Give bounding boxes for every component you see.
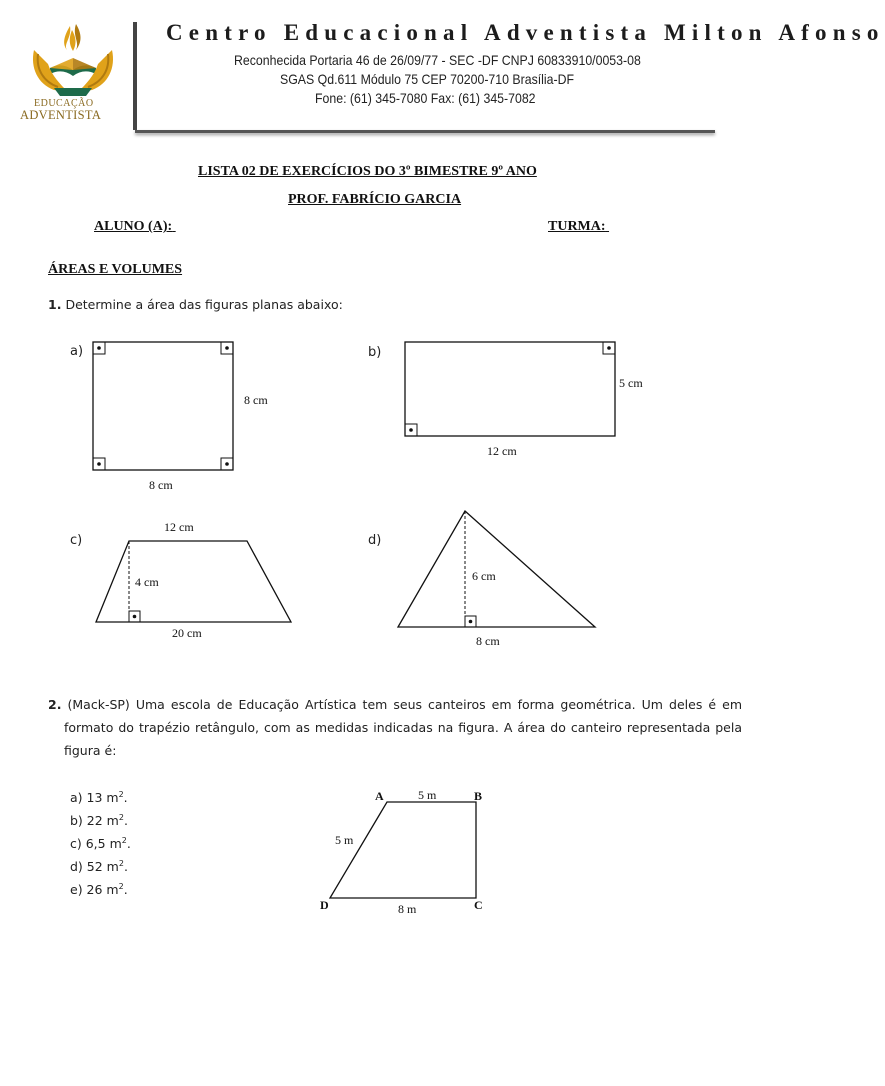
q2-option-d-sup: 2 [118,859,124,868]
q2-option-e[interactable] [70,882,131,905]
fig-a-label: a) [70,344,84,359]
fig-d-label: d) [368,533,382,548]
vertex-d: D [320,898,329,912]
question-1-number: 1. [48,297,62,312]
fig-b-height: 5 cm [619,376,643,390]
figure-d-triangle [398,511,595,648]
q2-option-c[interactable] [70,836,131,859]
q2-option-e-suffix: . [123,882,128,898]
q2-option-a-text: a) 13 m [70,790,119,806]
class-label-text: TURMA: [548,219,606,234]
question-1-text: Determine a área das figuras planas abaixo: [65,297,343,312]
logo-text-top: EDUCAÇÃO [34,98,94,109]
header-line-2: SGAS Qd.611 Módulo 75 CEP 70200-710 Brasília-DF [280,71,575,87]
question-2 [48,693,742,762]
q2-option-c-suffix: . [126,836,131,852]
q2-option-e-sup: 2 [118,882,124,891]
fig-c-top-base: 12 cm [164,520,194,534]
fig-d-height: 6 cm [472,569,496,583]
q2-option-d[interactable] [70,859,131,882]
section-title: ÁREAS E VOLUMES [48,262,183,277]
q2-option-a-suffix: . [123,790,128,806]
professor-name: PROF. FABRÍCIO GARCIA [288,192,462,207]
fig-d-base: 8 cm [476,634,500,648]
q2-option-b-text: b) 22 m [70,813,119,829]
figure-a-square [93,342,268,492]
q2-option-a[interactable] [70,790,131,813]
q2-option-c-text: c) 6,5 m [70,836,122,852]
fig-c-bottom-base: 20 cm [172,626,202,640]
side-ab: 5 m [418,788,437,802]
q2-option-b-suffix: . [123,813,128,829]
question-2-number: 2. [48,697,62,712]
vertex-c: C [474,898,483,912]
q2-option-b[interactable] [70,813,131,836]
q2-option-b-sup: 2 [118,813,124,822]
fig-b-label: b) [368,345,382,360]
school-name: Centro Educacional Adventista Milton Afonso [166,20,885,45]
q2-options [70,790,131,905]
side-dc: 8 m [398,902,417,916]
question-2-text: (Mack-SP) Uma escola de Educação Artística tem seus canteiros em forma geométrica. Um deles é em formato do trapézio retângulo, com as medidas indicadas na figura. A área do canteiro representada pela figura é: [64,697,742,758]
header-line-3: Fone: (61) 345-7080 Fax: (61) 345-7082 [315,90,536,106]
fig-a-side-right: 8 cm [244,393,268,407]
fig-b-base: 12 cm [487,444,517,458]
q2-option-d-suffix: . [123,859,128,875]
logo-text-bottom: ADVENTISTA [20,108,102,122]
figure-q2-trapezoid [320,788,483,916]
vertex-b: B [474,789,483,803]
fig-c-label: c) [70,533,83,548]
fig-a-side-bottom: 8 cm [149,478,173,492]
figure-c-trapezoid [96,520,291,640]
q2-option-d-text: d) 52 m [70,859,119,875]
q2-option-c-sup: 2 [121,836,127,845]
figure-b-rectangle [405,342,643,458]
list-title: LISTA 02 DE EXERCÍCIOS DO 3º BIMESTRE 9º ANO [198,164,537,179]
q2-option-e-text: e) 26 m [70,882,119,898]
fig-c-height: 4 cm [135,575,159,589]
q2-option-a-sup: 2 [118,790,124,799]
vertex-a: A [375,789,384,803]
side-ad: 5 m [335,833,354,847]
student-label-text: ALUNO (A): [94,219,173,234]
header-line-1: Reconhecida Portaria 46 de 26/09/77 - SEC -DF CNPJ 60833910/0053-08 [234,52,641,68]
